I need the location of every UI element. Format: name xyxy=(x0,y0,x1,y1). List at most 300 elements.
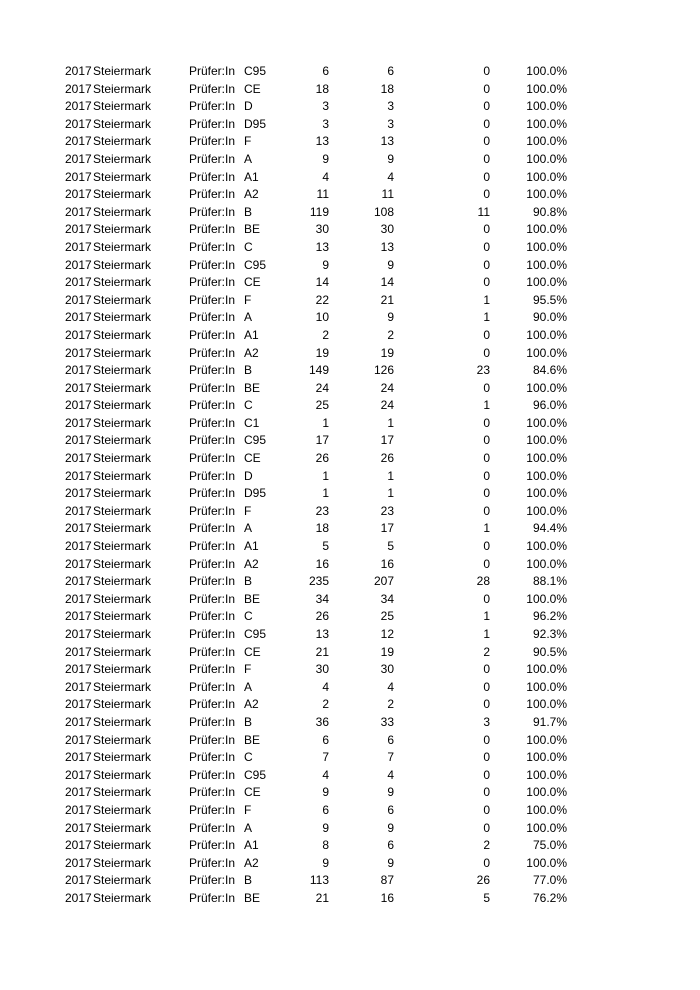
pass-rate-cell: 100.0% xyxy=(526,662,567,677)
year-cell: 2017 xyxy=(65,486,92,501)
year-cell: 2017 xyxy=(65,767,92,782)
region-cell: Steiermark xyxy=(93,750,152,765)
pass-rate-cell: 96.0% xyxy=(532,398,567,413)
passed-count-cell: 4 xyxy=(387,679,394,694)
year-cell: 2017 xyxy=(65,363,92,378)
table-row xyxy=(0,890,700,908)
pass-rate-cell: 90.5% xyxy=(532,644,567,659)
pass-rate-cell: 100.0% xyxy=(526,151,567,166)
role-cell: Prüfer:In xyxy=(189,873,236,888)
license-class-cell: C xyxy=(244,750,253,765)
table-row xyxy=(0,239,700,257)
table-row xyxy=(0,520,700,538)
year-cell: 2017 xyxy=(65,99,92,114)
year-cell: 2017 xyxy=(65,838,92,853)
role-cell: Prüfer:In xyxy=(189,363,236,378)
pass-rate-cell: 100.0% xyxy=(526,591,567,606)
region-cell: Steiermark xyxy=(93,151,152,166)
passed-count-cell: 11 xyxy=(381,187,394,202)
table-row xyxy=(0,309,700,327)
table-row xyxy=(0,556,700,574)
region-cell: Steiermark xyxy=(93,222,152,237)
year-cell: 2017 xyxy=(65,81,92,96)
region-cell: Steiermark xyxy=(93,890,152,905)
failed-count-cell: 0 xyxy=(483,503,490,518)
failed-count-cell: 0 xyxy=(483,468,490,483)
region-cell: Steiermark xyxy=(93,785,152,800)
total-count-cell: 4 xyxy=(322,767,329,782)
region-cell: Steiermark xyxy=(93,820,152,835)
passed-count-cell: 24 xyxy=(380,398,394,413)
total-count-cell: 9 xyxy=(322,151,329,166)
license-class-cell: CE xyxy=(244,275,261,290)
passed-count-cell: 4 xyxy=(387,169,394,184)
failed-count-cell: 0 xyxy=(483,750,490,765)
table-row xyxy=(0,204,700,222)
failed-count-cell: 0 xyxy=(483,187,490,202)
region-cell: Steiermark xyxy=(93,327,152,342)
table-row xyxy=(0,503,700,521)
license-class-cell: B xyxy=(244,204,253,219)
year-cell: 2017 xyxy=(65,556,92,571)
region-cell: Steiermark xyxy=(93,556,152,571)
table-row xyxy=(0,767,700,785)
year-cell: 2017 xyxy=(65,433,92,448)
license-class-cell: A1 xyxy=(244,327,259,342)
passed-count-cell: 3 xyxy=(387,99,394,114)
total-count-cell: 1 xyxy=(322,415,329,430)
role-cell: Prüfer:In xyxy=(189,627,236,641)
region-cell: Steiermark xyxy=(93,591,152,606)
year-cell: 2017 xyxy=(65,890,92,905)
failed-count-cell: 0 xyxy=(483,415,490,430)
license-class-cell: C95 xyxy=(244,64,267,78)
total-count-cell: 7 xyxy=(322,750,329,765)
role-cell: Prüfer:In xyxy=(189,468,236,483)
region-cell: Steiermark xyxy=(93,873,152,888)
failed-count-cell: 0 xyxy=(483,151,490,166)
region-cell: Steiermark xyxy=(93,714,152,729)
role-cell: Prüfer:In xyxy=(189,697,236,712)
failed-count-cell: 0 xyxy=(483,539,490,554)
passed-count-cell: 23 xyxy=(380,503,394,518)
table-row xyxy=(0,151,700,169)
license-class-cell: F xyxy=(244,134,252,149)
role-cell: Prüfer:In xyxy=(189,239,236,254)
role-cell: Prüfer:In xyxy=(189,556,236,571)
pass-rate-cell: 100.0% xyxy=(526,187,567,202)
total-count-cell: 6 xyxy=(322,732,329,747)
pass-rate-cell: 95.5% xyxy=(532,292,567,307)
total-count-cell: 30 xyxy=(315,222,329,237)
pass-rate-cell: 100.0% xyxy=(526,327,567,342)
failed-count-cell: 0 xyxy=(483,275,490,290)
failed-count-cell: 0 xyxy=(483,134,490,149)
failed-count-cell: 0 xyxy=(483,820,490,835)
passed-count-cell: 34 xyxy=(380,591,394,606)
license-class-cell: A1 xyxy=(244,539,259,554)
failed-count-cell: 0 xyxy=(483,486,490,501)
failed-count-cell: 0 xyxy=(483,591,490,606)
license-class-cell: C95 xyxy=(244,767,267,782)
failed-count-cell: 1 xyxy=(483,310,490,325)
table-row xyxy=(0,468,700,486)
total-count-cell: 13 xyxy=(315,239,329,254)
total-count-cell: 2 xyxy=(322,697,329,712)
region-cell: Steiermark xyxy=(93,539,152,554)
pass-rate-cell: 100.0% xyxy=(526,345,567,360)
passed-count-cell: 21 xyxy=(380,292,394,307)
failed-count-cell: 0 xyxy=(483,451,490,466)
region-cell: Steiermark xyxy=(93,81,152,96)
license-class-cell: C1 xyxy=(244,415,260,430)
passed-count-cell: 9 xyxy=(387,151,394,166)
role-cell: Prüfer:In xyxy=(189,275,236,290)
table-row xyxy=(0,81,700,99)
pass-rate-cell: 100.0% xyxy=(526,415,567,430)
pass-rate-cell: 100.0% xyxy=(526,785,567,800)
region-cell: Steiermark xyxy=(93,187,152,202)
table-row xyxy=(0,538,700,556)
region-cell: Steiermark xyxy=(93,169,152,184)
role-cell: Prüfer:In xyxy=(189,398,236,413)
table-row xyxy=(0,485,700,503)
table-row xyxy=(0,679,700,697)
role-cell: Prüfer:In xyxy=(189,310,236,325)
table-row xyxy=(0,169,700,187)
region-cell: Steiermark xyxy=(93,451,152,466)
failed-count-cell: 26 xyxy=(476,873,490,888)
total-count-cell: 2 xyxy=(322,327,329,342)
license-class-cell: A xyxy=(244,679,253,694)
license-class-cell: B xyxy=(244,873,253,888)
table-row xyxy=(0,274,700,292)
pass-rate-cell: 100.0% xyxy=(526,64,567,78)
passed-count-cell: 19 xyxy=(380,345,394,360)
pass-rate-cell: 84.6% xyxy=(532,363,567,378)
passed-count-cell: 7 xyxy=(387,750,394,765)
total-count-cell: 8 xyxy=(322,838,329,853)
passed-count-cell: 16 xyxy=(380,556,394,571)
role-cell: Prüfer:In xyxy=(189,64,236,78)
passed-count-cell: 13 xyxy=(380,239,394,254)
passed-count-cell: 2 xyxy=(387,697,394,712)
region-cell: Steiermark xyxy=(93,292,152,307)
total-count-cell: 9 xyxy=(322,820,329,835)
failed-count-cell: 0 xyxy=(483,802,490,817)
total-count-cell: 16 xyxy=(315,556,329,571)
total-count-cell: 21 xyxy=(315,644,329,659)
total-count-cell: 119 xyxy=(309,204,329,219)
year-cell: 2017 xyxy=(65,644,92,659)
total-count-cell: 1 xyxy=(322,468,329,483)
role-cell: Prüfer:In xyxy=(189,257,236,272)
role-cell: Prüfer:In xyxy=(189,644,236,659)
failed-count-cell: 1 xyxy=(483,627,490,641)
role-cell: Prüfer:In xyxy=(189,539,236,554)
failed-count-cell: 0 xyxy=(483,556,490,571)
failed-count-cell: 2 xyxy=(483,838,490,853)
region-cell: Steiermark xyxy=(93,838,152,853)
license-class-cell: A2 xyxy=(244,556,259,571)
pass-rate-cell: 100.0% xyxy=(526,380,567,395)
failed-count-cell: 0 xyxy=(483,767,490,782)
year-cell: 2017 xyxy=(65,591,92,606)
license-class-cell: BE xyxy=(244,732,261,747)
license-class-cell: CE xyxy=(244,81,261,96)
failed-count-cell: 11 xyxy=(477,204,490,219)
failed-count-cell: 0 xyxy=(483,327,490,342)
pass-rate-cell: 100.0% xyxy=(526,169,567,184)
region-cell: Steiermark xyxy=(93,767,152,782)
passed-count-cell: 30 xyxy=(380,662,394,677)
region-cell: Steiermark xyxy=(93,64,152,78)
failed-count-cell: 0 xyxy=(483,64,490,78)
role-cell: Prüfer:In xyxy=(189,380,236,395)
license-class-cell: A2 xyxy=(244,855,259,870)
license-class-cell: A2 xyxy=(244,187,259,202)
passed-count-cell: 126 xyxy=(373,363,394,378)
table-row xyxy=(0,257,700,275)
total-count-cell: 10 xyxy=(315,310,329,325)
passed-count-cell: 2 xyxy=(387,327,394,342)
failed-count-cell: 0 xyxy=(483,380,490,395)
total-count-cell: 3 xyxy=(322,99,329,114)
role-cell: Prüfer:In xyxy=(189,134,236,149)
pass-rate-cell: 100.0% xyxy=(526,503,567,518)
failed-count-cell: 0 xyxy=(483,433,490,448)
table-row xyxy=(0,608,700,626)
pass-rate-cell: 100.0% xyxy=(526,679,567,694)
failed-count-cell: 0 xyxy=(483,222,490,237)
failed-count-cell: 0 xyxy=(483,697,490,712)
year-cell: 2017 xyxy=(65,169,92,184)
table-row xyxy=(0,221,700,239)
table-row xyxy=(0,784,700,802)
pass-rate-cell: 100.0% xyxy=(526,539,567,554)
pass-rate-cell: 100.0% xyxy=(526,820,567,835)
failed-count-cell: 2 xyxy=(483,644,490,659)
passed-count-cell: 16 xyxy=(380,890,394,905)
license-class-cell: B xyxy=(244,574,253,589)
passed-count-cell: 9 xyxy=(387,855,394,870)
passed-count-cell: 9 xyxy=(387,820,394,835)
failed-count-cell: 5 xyxy=(483,890,490,905)
passed-count-cell: 6 xyxy=(387,732,394,747)
table-row xyxy=(0,661,700,679)
license-class-cell: CE xyxy=(244,785,261,800)
passed-count-cell: 24 xyxy=(380,380,394,395)
license-class-cell: F xyxy=(244,802,252,817)
failed-count-cell: 0 xyxy=(483,116,490,131)
table-row xyxy=(0,362,700,380)
license-class-cell: C xyxy=(244,609,253,624)
region-cell: Steiermark xyxy=(93,275,152,290)
passed-count-cell: 6 xyxy=(387,838,394,853)
role-cell: Prüfer:In xyxy=(189,116,236,131)
passed-count-cell: 1 xyxy=(387,415,394,430)
total-count-cell: 23 xyxy=(315,503,329,518)
failed-count-cell: 0 xyxy=(483,732,490,747)
role-cell: Prüfer:In xyxy=(189,855,236,870)
pass-rate-cell: 88.1% xyxy=(532,574,567,589)
failed-count-cell: 0 xyxy=(483,855,490,870)
total-count-cell: 21 xyxy=(315,890,329,905)
pass-rate-cell: 100.0% xyxy=(526,81,567,96)
passed-count-cell: 4 xyxy=(387,767,394,782)
role-cell: Prüfer:In xyxy=(189,750,236,765)
year-cell: 2017 xyxy=(65,503,92,518)
passed-count-cell: 6 xyxy=(387,802,394,817)
year-cell: 2017 xyxy=(65,380,92,395)
role-cell: Prüfer:In xyxy=(189,222,236,237)
total-count-cell: 113 xyxy=(309,873,329,888)
year-cell: 2017 xyxy=(65,468,92,483)
pass-rate-cell: 100.0% xyxy=(526,116,567,131)
year-cell: 2017 xyxy=(65,785,92,800)
pass-rate-cell: 90.0% xyxy=(532,310,567,325)
license-class-cell: D95 xyxy=(244,116,267,131)
pass-rate-cell: 100.0% xyxy=(526,697,567,712)
role-cell: Prüfer:In xyxy=(189,714,236,729)
role-cell: Prüfer:In xyxy=(189,433,236,448)
pass-rate-cell: 100.0% xyxy=(526,433,567,448)
total-count-cell: 1 xyxy=(322,486,329,501)
license-class-cell: F xyxy=(244,292,252,307)
total-count-cell: 34 xyxy=(315,591,329,606)
license-class-cell: A xyxy=(244,151,253,166)
failed-count-cell: 0 xyxy=(483,99,490,114)
passed-count-cell: 9 xyxy=(387,257,394,272)
year-cell: 2017 xyxy=(65,732,92,747)
pass-rate-cell: 75.0% xyxy=(532,838,567,853)
total-count-cell: 17 xyxy=(315,433,329,448)
pass-rate-cell: 77.0% xyxy=(532,873,567,888)
license-class-cell: B xyxy=(244,714,253,729)
passed-count-cell: 17 xyxy=(380,433,394,448)
passed-count-cell: 87 xyxy=(380,873,394,888)
failed-count-cell: 0 xyxy=(483,81,490,96)
region-cell: Steiermark xyxy=(93,239,152,254)
license-class-cell: A xyxy=(244,521,253,536)
region-cell: Steiermark xyxy=(93,609,152,624)
year-cell: 2017 xyxy=(65,398,92,413)
role-cell: Prüfer:In xyxy=(189,662,236,677)
failed-count-cell: 0 xyxy=(483,785,490,800)
failed-count-cell: 0 xyxy=(483,257,490,272)
table-row xyxy=(0,63,700,81)
license-class-cell: BE xyxy=(244,222,261,237)
pass-rate-cell: 100.0% xyxy=(526,750,567,765)
year-cell: 2017 xyxy=(65,257,92,272)
license-class-cell: BE xyxy=(244,591,261,606)
total-count-cell: 26 xyxy=(315,451,329,466)
total-count-cell: 4 xyxy=(322,169,329,184)
role-cell: Prüfer:In xyxy=(189,486,236,501)
region-cell: Steiermark xyxy=(93,380,152,395)
year-cell: 2017 xyxy=(65,116,92,131)
region-cell: Steiermark xyxy=(93,257,152,272)
table-row xyxy=(0,327,700,345)
table-row xyxy=(0,432,700,450)
year-cell: 2017 xyxy=(65,275,92,290)
passed-count-cell: 207 xyxy=(373,574,394,589)
total-count-cell: 4 xyxy=(322,679,329,694)
year-cell: 2017 xyxy=(65,820,92,835)
table-row xyxy=(0,837,700,855)
pass-rate-cell: 91.7% xyxy=(532,714,567,729)
pass-rate-cell: 100.0% xyxy=(526,556,567,571)
license-class-cell: A2 xyxy=(244,345,259,360)
license-class-cell: C95 xyxy=(244,257,267,272)
total-count-cell: 22 xyxy=(315,292,329,307)
region-cell: Steiermark xyxy=(93,644,152,659)
region-cell: Steiermark xyxy=(93,99,152,114)
passed-count-cell: 6 xyxy=(387,64,394,78)
role-cell: Prüfer:In xyxy=(189,591,236,606)
failed-count-cell: 1 xyxy=(483,398,490,413)
region-cell: Steiermark xyxy=(93,363,152,378)
role-cell: Prüfer:In xyxy=(189,767,236,782)
role-cell: Prüfer:In xyxy=(189,415,236,430)
table-row xyxy=(0,872,700,890)
region-cell: Steiermark xyxy=(93,697,152,712)
year-cell: 2017 xyxy=(65,327,92,342)
table-row xyxy=(0,802,700,820)
region-cell: Steiermark xyxy=(93,679,152,694)
license-class-cell: C95 xyxy=(244,433,267,448)
total-count-cell: 36 xyxy=(315,714,329,729)
passed-count-cell: 14 xyxy=(380,275,394,290)
role-cell: Prüfer:In xyxy=(189,503,236,518)
table-row xyxy=(0,591,700,609)
total-count-cell: 25 xyxy=(315,398,329,413)
year-cell: 2017 xyxy=(65,134,92,149)
total-count-cell: 9 xyxy=(322,257,329,272)
license-class-cell: F xyxy=(244,662,252,677)
table-row xyxy=(0,573,700,591)
year-cell: 2017 xyxy=(65,750,92,765)
total-count-cell: 13 xyxy=(315,134,329,149)
total-count-cell: 9 xyxy=(322,855,329,870)
passed-count-cell: 33 xyxy=(380,714,394,729)
region-cell: Steiermark xyxy=(93,503,152,518)
year-cell: 2017 xyxy=(65,679,92,694)
region-cell: Steiermark xyxy=(93,802,152,817)
total-count-cell: 6 xyxy=(322,802,329,817)
role-cell: Prüfer:In xyxy=(189,679,236,694)
role-cell: Prüfer:In xyxy=(189,327,236,342)
role-cell: Prüfer:In xyxy=(189,609,236,624)
passed-count-cell: 9 xyxy=(387,310,394,325)
region-cell: Steiermark xyxy=(93,521,152,536)
pass-rate-cell: 100.0% xyxy=(526,134,567,149)
pass-rate-cell: 100.0% xyxy=(526,468,567,483)
passed-count-cell: 3 xyxy=(387,116,394,131)
role-cell: Prüfer:In xyxy=(189,99,236,114)
year-cell: 2017 xyxy=(65,855,92,870)
passed-count-cell: 17 xyxy=(380,521,394,536)
year-cell: 2017 xyxy=(65,521,92,536)
role-cell: Prüfer:In xyxy=(189,345,236,360)
total-count-cell: 5 xyxy=(322,539,329,554)
pass-rate-cell: 100.0% xyxy=(526,257,567,272)
license-class-cell: BE xyxy=(244,380,261,395)
failed-count-cell: 3 xyxy=(483,714,490,729)
table-row xyxy=(0,855,700,873)
table-row xyxy=(0,98,700,116)
pass-rate-cell: 100.0% xyxy=(526,855,567,870)
